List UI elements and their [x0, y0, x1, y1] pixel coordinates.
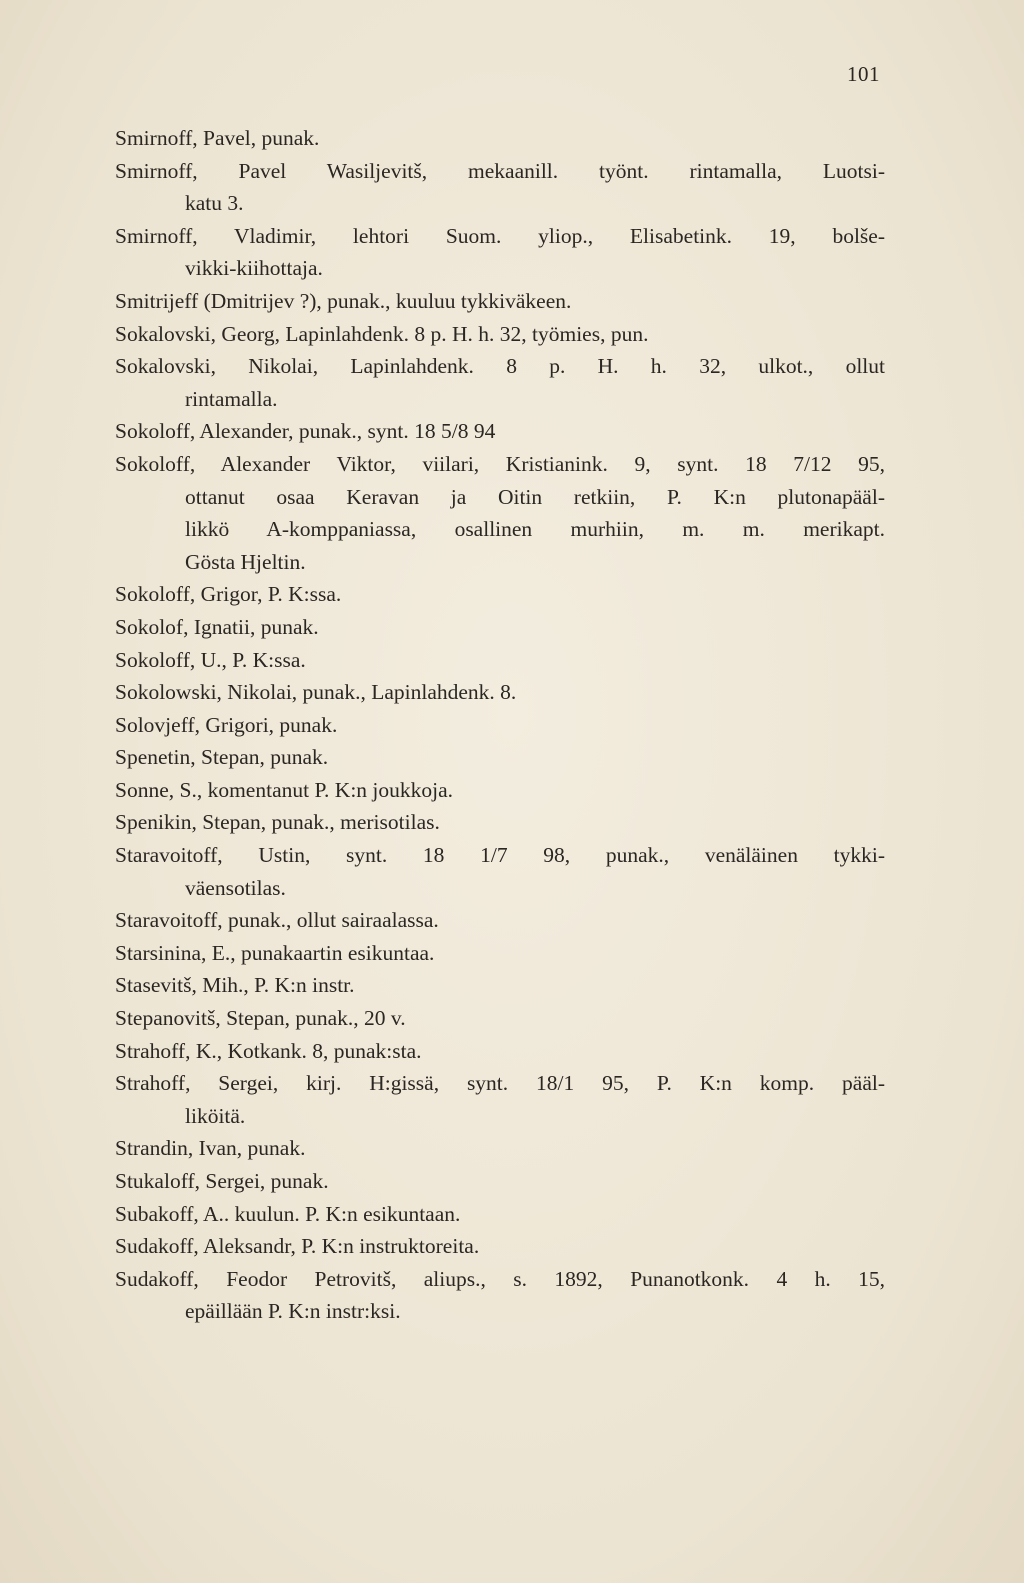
- directory-entry: [115, 122, 885, 155]
- entry-line: Smitrijeff (Dmitrijev ?), punak., kuuluu tykkiväkeen.: [115, 288, 572, 313]
- entry-line: Staravoitoff, punak., ollut sairaalassa.: [115, 908, 439, 933]
- entry-line: Starsinina, E., punakaartin esikuntaa.: [115, 940, 435, 965]
- entry-line: Sokolowski, Nikolai, punak., Lapinlahdenk. 8.: [115, 680, 517, 705]
- directory-entry: [115, 1132, 885, 1165]
- directory-entry: [115, 644, 885, 677]
- directory-entry: [115, 676, 885, 709]
- directory-entry: [115, 350, 885, 415]
- entry-line: Sokoloff, Alexander Viktor, viilari, Kristianink. 9, synt. 18 7/12 95,: [115, 451, 885, 476]
- entry-line: Sudakoff, Feodor Petrovitš, aliups., s. 1892, Punanotkonk. 4 h. 15,: [115, 1266, 885, 1291]
- entry-line: Solovjeff, Grigori, punak.: [115, 712, 338, 737]
- entry-continuation-line: väensotilas.: [185, 875, 286, 900]
- directory-entry: [115, 774, 885, 807]
- entry-line: Smirnoff, Vladimir, lehtori Suom. yliop., Elisabetink. 19, bolše-: [115, 223, 885, 248]
- entry-line: Stukaloff, Sergei, punak.: [115, 1169, 329, 1193]
- directory-entry: [115, 155, 885, 220]
- page-number: 101: [847, 62, 880, 86]
- directory-entry: [115, 1230, 885, 1263]
- entry-line: Spenetin, Stepan, punak.: [115, 745, 329, 770]
- entry-line: Sokoloff, U., P. K:ssa.: [115, 647, 306, 672]
- entry-line: Sonne, S., komentanut P. K:n joukkoja.: [115, 777, 454, 802]
- directory-entry: [115, 285, 885, 318]
- directory-entry: [115, 839, 885, 904]
- entry-continuation-line: katu 3.: [185, 191, 244, 216]
- entry-line: Sokalovski, Georg, Lapinlahdenk. 8 p. H. h. 32, työmies, pun.: [115, 321, 649, 346]
- entry-continuation-line: liköitä.: [185, 1103, 246, 1128]
- entry-line: Sokolof, Ignatii, punak.: [115, 614, 319, 639]
- directory-entry: [115, 415, 885, 448]
- entry-line: Stepanovitš, Stepan, punak., 20 v.: [115, 1006, 406, 1031]
- entry-line: Smirnoff, Pavel, punak.: [115, 126, 320, 150]
- entry-continuation-line: likkö A-komppaniassa, osallinen murhiin, m. m. merikapt.: [185, 517, 885, 542]
- entry-line: Staravoitoff, Ustin, synt. 18 1/7 98, punak., venäläinen tykki-: [115, 843, 885, 868]
- entry-line: Strahoff, Sergei, kirj. H:gissä, synt. 18/1 95, P. K:n komp. pääl-: [115, 1071, 885, 1096]
- entry-list: [115, 122, 885, 1328]
- directory-entry: [115, 1067, 885, 1132]
- directory-entry: [115, 937, 885, 970]
- directory-entry: [115, 1002, 885, 1035]
- directory-entry: [115, 1263, 885, 1328]
- entry-line: Sokoloff, Alexander, punak., synt. 18 5/8 94: [115, 419, 496, 444]
- entry-line: Smirnoff, Pavel Wasiljevitš, mekaanill. työnt. rintamalla, Luotsi-: [115, 158, 885, 183]
- entry-continuation-line: rintamalla.: [185, 386, 278, 411]
- directory-entry: [115, 709, 885, 742]
- directory-entry: [115, 448, 885, 578]
- directory-entry: [115, 220, 885, 285]
- entry-continuation-line: ottanut osaa Keravan ja Oitin retkiin, P. K:n plutonapääl-: [185, 484, 885, 509]
- directory-entry: [115, 806, 885, 839]
- entry-line: Spenikin, Stepan, punak., merisotilas.: [115, 810, 440, 835]
- entry-line: Strahoff, K., Kotkank. 8, punak:sta.: [115, 1038, 422, 1063]
- entry-continuation-line: vikki-kiihottaja.: [185, 256, 323, 281]
- entry-line: Sokalovski, Nikolai, Lapinlahdenk. 8 p. H. h. 32, ulkot., ollut: [115, 354, 885, 379]
- directory-entry: [115, 904, 885, 937]
- directory-entry: [115, 611, 885, 644]
- directory-entry: [115, 969, 885, 1002]
- directory-entry: [115, 1198, 885, 1231]
- entry-line: Sudakoff, Aleksandr, P. K:n instruktoreita.: [115, 1234, 480, 1259]
- directory-entry: [115, 1165, 885, 1198]
- entry-line: Stasevitš, Mih., P. K:n instr.: [115, 973, 355, 998]
- entry-line: Subakoff, A.. kuulun. P. K:n esikuntaan.: [115, 1201, 461, 1226]
- entry-line: Sokoloff, Grigor, P. K:ssa.: [115, 582, 342, 607]
- entry-continuation-line: epäillään P. K:n instr:ksi.: [185, 1299, 401, 1324]
- entry-continuation-line: Gösta Hjeltin.: [185, 549, 306, 574]
- directory-entry: [115, 578, 885, 611]
- directory-entry: [115, 1035, 885, 1068]
- directory-entry: [115, 318, 885, 351]
- entry-line: Strandin, Ivan, punak.: [115, 1136, 306, 1161]
- directory-entry: [115, 741, 885, 774]
